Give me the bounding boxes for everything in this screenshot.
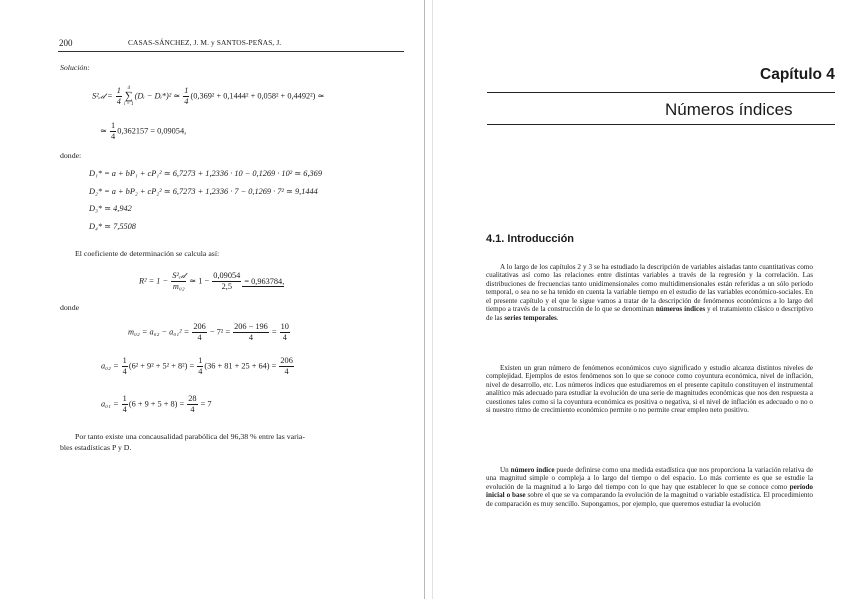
chapter-label: Capítulo 4 bbox=[760, 66, 835, 83]
conclusion-line-2: bles estadísticas P y D. bbox=[60, 443, 132, 452]
chapter-title: Números índices bbox=[665, 100, 793, 119]
conclusion-line-1: Por tanto existe una concausalidad parabólica del 96,38 % entre las varia- bbox=[75, 432, 305, 441]
section-title: 4.1. Introducción bbox=[486, 233, 575, 245]
chapter-rule bbox=[487, 92, 835, 93]
equation-m02: m₀₂ = a₀₂ − a₀₁² = $\frac{206}{4}$ − 7² = $\frac{206 - 196}{4}$ = $\frac{10}{4}$ bbox=[128, 322, 289, 343]
equation-d2: D₂* = a + bP₂ + cP₂² ≃ 6,7273 + 1,2336 · 7 − 0,1269 · 7² ≃ 9,1444 bbox=[89, 187, 318, 196]
equation-variance-result: ≃ $\frac{1}{4}$ 0,362157 = 0,09054, bbox=[100, 121, 187, 142]
where-label-2: donde bbox=[60, 303, 80, 312]
page-number: 200 bbox=[59, 38, 73, 48]
header-rule bbox=[58, 51, 404, 52]
intro-paragraph-1: A lo largo de los capítulos 2 y 3 se ha estudiado la descripción de variables aisladas tanto cuantitativas como cualitativas así como las relaciones entre distintas variables a través de la regresión y la correlación. Las distribuciones de frecuencias tanto unidimensionales como multidimensionales están referidas a un sólo período temporal, o sea no se ha tenido en cuenta la variable tiempo en el estudio de las variables económico-sociales. En el presente capítulo y el que le sigue vamos a tratar de la descripción de fenómenos económicos a lo largo del tiempo a través de la construcción de lo que se denominan números índices y el tratamiento clásico o descriptivo de las series temporales. bbox=[486, 263, 813, 322]
equation-r2: R² = 1 − $\frac{\text{S²ₑ𝒹}}{\text{m₀₂}}$ ≃ 1 − $\frac{0,09054}{2,5}$ = 0,963784, bbox=[139, 271, 285, 292]
equation-variance: S²ₑ𝒹 = $\frac{1}{4}$ 4 ∑ i = 1(Dᵢ − Dᵢ*)² ≃ $\frac{1}{4}$ (0,369² + 0,1444² + 0,058² + 0,4492²) ≃ bbox=[92, 85, 325, 107]
equation-d3: D₃* ≃ 4,942 bbox=[89, 204, 132, 213]
book-gutter bbox=[424, 0, 425, 599]
solution-label: Solución: bbox=[60, 63, 90, 72]
equation-d4: D₄* ≃ 7,5508 bbox=[89, 222, 136, 231]
running-head: CASAS-SÁNCHEZ, J. M. y SANTOS-PEÑAS, J. bbox=[128, 38, 282, 47]
intro-paragraph-2: Existen un gran número de fenómenos económicos cuyo significado y estudio alcanza distintos niveles de complejidad. Ejemplos de estos fenómenos son lo que se conoce como coyuntura económica, nivel de inflación, nivel de desarrollo, etc. Los números índices que estudiaremos en el presente capítulo constituyen el instrumental analítico más adecuado para estudiar la evolución de una serie de magnitudes económicas que nos den respuesta a cuestiones tales como si la coyuntura económica es positiva o negativa, si el nivel de inflación es adecuado o no o si nuestro ritmo de crecimiento económico permite o no permite crear empleo neto positivo. bbox=[486, 364, 813, 415]
where-label-1: donde: bbox=[60, 151, 82, 160]
equation-d1: D₁* = a + bP₁ + cP₁² ≃ 6,7273 + 1,2336 · 10 − 0,1269 · 10² ≃ 6,369 bbox=[89, 169, 322, 178]
coefficient-text: El coeficiente de determinación se calcula así: bbox=[75, 249, 220, 258]
equation-a02: a₀₂ = $\frac{1}{4}$ (6² + 9² + 5² + 8²) = $\frac{1}{4}$ (36 + 81 + 25 + 64) = $\frac{206}{4}$ bbox=[101, 356, 293, 377]
intro-paragraph-3: Un número índice puede definirse como una medida estadística que nos proporciona la variación relativa de una magnitud simple o compleja a lo largo del tiempo o del espacio. Lo más corriente es que se estudie la evolución de la magnitud a lo largo del tiempo con lo que hay que establecer lo que se conoce como período inicial o base sobre el que se va comparando la evolución de la magnitud o variable estadística. El procedimiento de comparación es muy sencillo. Supongamos, por ejemplo, que queremos estudiar la evolución bbox=[486, 466, 813, 508]
equation-a01: a₀₁ = $\frac{1}{4}$ (6 + 9 + 5 + 8) = $\frac{28}{4}$ = 7 bbox=[101, 394, 212, 415]
chapter-title-rule bbox=[487, 124, 835, 125]
